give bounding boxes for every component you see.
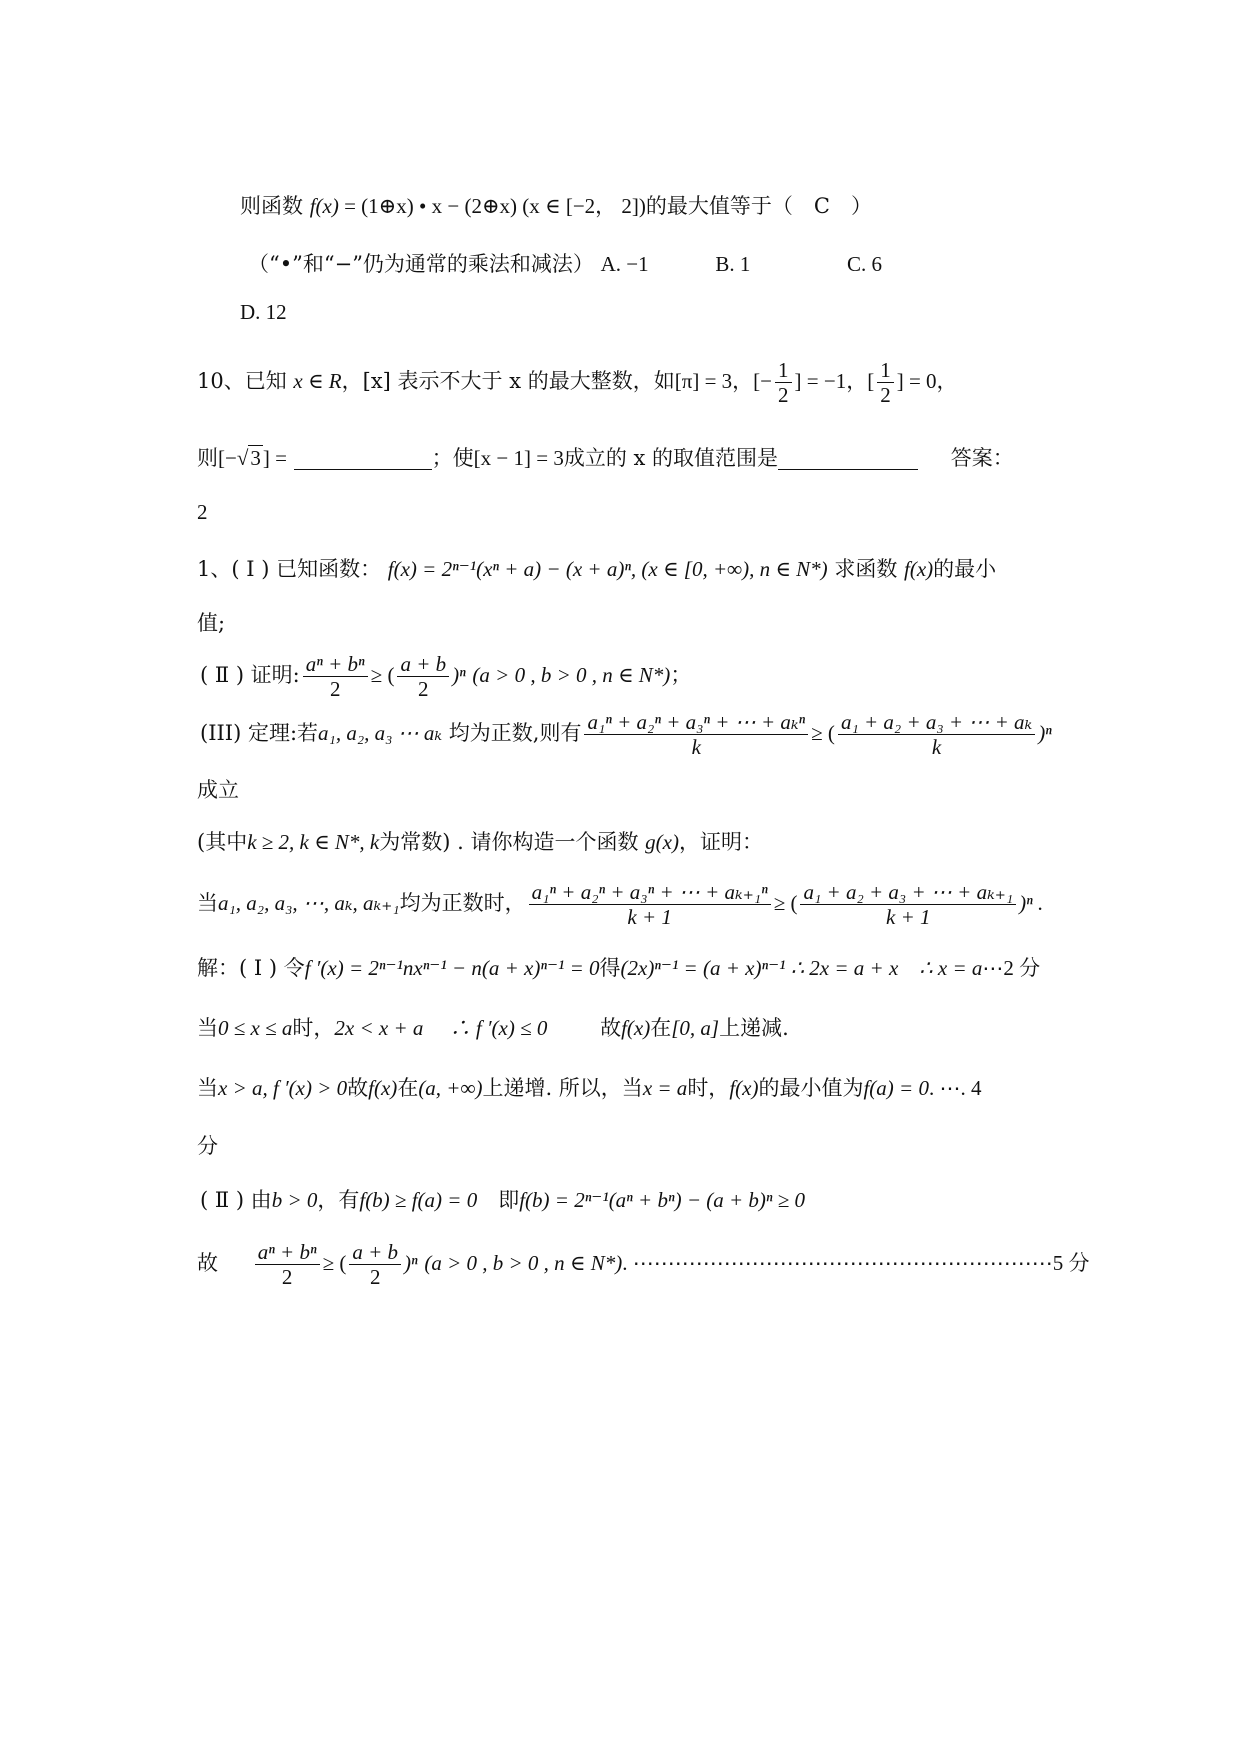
q10-answer-value: 2 bbox=[197, 500, 208, 524]
s3-score: . ⋯. 4 bbox=[928, 1076, 982, 1100]
q10-line-2 bbox=[197, 446, 1014, 471]
s2-prefix: 当 bbox=[197, 1016, 218, 1040]
p1-part2-end: ； bbox=[670, 663, 692, 688]
p1-when-mid: 均为正数时， bbox=[399, 891, 526, 916]
solution-line-1 bbox=[197, 956, 1040, 981]
s4-prefix: ( Ⅱ ) 由 bbox=[200, 1188, 272, 1212]
q10-pos-half-close: ] = 0 bbox=[896, 369, 937, 394]
s2-so: 故 bbox=[600, 1016, 622, 1040]
q10-half-fraction-pos bbox=[877, 358, 894, 407]
s2-cond: 0 ≤ x ≤ a bbox=[218, 1016, 293, 1040]
s3-cont: 分 bbox=[197, 1134, 218, 1158]
p1-part1 bbox=[197, 557, 996, 582]
s3-fx2: f(x) bbox=[729, 1076, 759, 1100]
p1-part3-where bbox=[197, 830, 763, 855]
p1-part3-label: (III) 定理:若 bbox=[200, 721, 319, 746]
p1-when-frac-right bbox=[800, 880, 1016, 929]
fraction-denominator: k + 1 bbox=[627, 905, 672, 930]
s5-dots-score: . ⋯⋯⋯⋯⋯⋯⋯⋯⋯⋯⋯⋯⋯⋯⋯⋯⋯⋯⋯⋯5 分 bbox=[622, 1251, 1090, 1276]
p1-part1-cont bbox=[197, 611, 225, 636]
p1-part1-formula: f(x) = 2ⁿ⁻¹(xⁿ + a) − (x + a)ⁿ, (x ∈ [0, +∞), n ∈ N*) bbox=[387, 557, 828, 581]
q10-condition: [x − 1] = 3 bbox=[473, 446, 564, 470]
fraction-numerator: a₁ + a₂ + a₃ + ⋯ + aₖ bbox=[838, 710, 1035, 735]
p1-part3-vars: a₁, a₂, a₃ ⋯ aₖ bbox=[318, 721, 443, 746]
p1-prove: ，证明： bbox=[678, 830, 763, 854]
q10-x-in-r: x ∈ R bbox=[293, 369, 342, 394]
p1-part1-fx: f(x) bbox=[904, 557, 934, 581]
q10-pi-example: [π] = 3 bbox=[674, 369, 733, 394]
s3-cond: x > a, f ′(x) > 0 bbox=[218, 1076, 348, 1100]
p1-part3-when bbox=[197, 880, 1043, 929]
s3-min: 的最小值为 bbox=[758, 1076, 864, 1100]
q9-text: 则函数 bbox=[240, 194, 303, 218]
q10-then: 则 bbox=[197, 446, 218, 470]
q10-condition-suffix: 成立的 x 的取值范围是 bbox=[563, 446, 779, 470]
fraction-denominator: 2 bbox=[880, 383, 891, 408]
p1-where-suffix: 为常数) . 请你构造一个函数 bbox=[379, 830, 639, 854]
fraction-denominator: k bbox=[691, 735, 701, 760]
s5-frac-right bbox=[349, 1240, 401, 1289]
solution-line-2 bbox=[197, 1016, 789, 1041]
q10-answer bbox=[197, 500, 208, 525]
fraction-numerator: a + b bbox=[349, 1240, 401, 1265]
q10-half-fraction-neg bbox=[775, 358, 792, 407]
fraction-numerator: a + b bbox=[397, 652, 449, 677]
p1-part2-close: )ⁿ bbox=[452, 663, 466, 688]
p1-part3-cont bbox=[197, 778, 239, 803]
q10-line-1 bbox=[197, 358, 958, 407]
s5-cond: (a > 0 , b > 0 , n ∈ N*) bbox=[424, 1251, 623, 1276]
s2-ineq: 2x < x + a ∴ f ′(x) ≤ 0 bbox=[334, 1016, 548, 1040]
q10-answer-label: 答案： bbox=[950, 446, 1014, 470]
q10-neg-half-open: [− bbox=[753, 369, 773, 394]
solution-line-5 bbox=[197, 1240, 1089, 1289]
q10-blank-2[interactable] bbox=[778, 449, 918, 470]
p1-g-x: g(x) bbox=[645, 830, 679, 854]
fraction-numerator: a₁ + a₂ + a₃ + ⋯ + aₖ₊₁ bbox=[800, 880, 1016, 905]
q9-eq: = (1⊕x) • x − (2⊕x) bbox=[338, 194, 523, 218]
p1-part2-frac-right bbox=[397, 652, 449, 701]
q10-sqrt-radicand: 3 bbox=[250, 446, 261, 470]
s4-ineq: f(b) ≥ f(a) = 0 bbox=[359, 1188, 478, 1212]
s5-ge: ≥ ( bbox=[322, 1251, 347, 1276]
p1-part2-cond: (a > 0 , b > 0 , n ∈ N*) bbox=[472, 663, 671, 688]
s5-frac-left bbox=[255, 1240, 320, 1289]
q9-question-suffix: 的最大值等于（ C ） bbox=[645, 194, 872, 218]
p1-when-vars: a₁, a₂, a₃, ⋯, aₖ, aₖ₊₁ bbox=[218, 891, 400, 916]
solution-get: 得 bbox=[599, 956, 621, 980]
solution-label: 解：( Ⅰ ) 令 bbox=[197, 956, 305, 980]
q9-line-2 bbox=[248, 252, 882, 277]
fraction-numerator: aⁿ + bⁿ bbox=[303, 652, 368, 677]
q10-desc: ，[x] 表示不大于 x 的最大整数，如 bbox=[341, 369, 675, 394]
s3-fx: f(x) bbox=[368, 1076, 398, 1100]
q10-sqrt: √3 bbox=[236, 446, 261, 470]
s3-when: 时， bbox=[687, 1076, 730, 1100]
p1-where-cond: k ≥ 2, k ∈ N*, k bbox=[247, 830, 380, 854]
p1-part1-label: 1、( Ⅰ ) 已知函数： bbox=[197, 557, 382, 581]
p1-part2 bbox=[200, 652, 691, 701]
s5-close: )ⁿ bbox=[404, 1251, 418, 1276]
fraction-denominator: 2 bbox=[778, 383, 789, 408]
p1-part3-frac-left bbox=[584, 710, 808, 759]
s2-on: 在 bbox=[650, 1016, 672, 1040]
q9-option-d: D. 12 bbox=[240, 300, 287, 324]
fraction-numerator: 1 bbox=[877, 358, 894, 383]
solution-derivative: f ′(x) = 2ⁿ⁻¹nxⁿ⁻¹ − n(a + x)ⁿ⁻¹ = 0 bbox=[304, 956, 600, 980]
s4-mid: ，有 bbox=[317, 1188, 360, 1212]
solution-score-2: ⋯2 分 bbox=[982, 956, 1041, 980]
solution-line-3-cont bbox=[197, 1134, 218, 1159]
fraction-denominator: k + 1 bbox=[886, 905, 931, 930]
fraction-denominator: 2 bbox=[281, 1265, 293, 1290]
fraction-numerator: 1 bbox=[775, 358, 792, 383]
s3-on: 在 bbox=[397, 1076, 419, 1100]
p1-part3-frac-right bbox=[838, 710, 1035, 759]
p1-when-prefix: 当 bbox=[197, 891, 218, 916]
p1-part1-suffix: 的最小 bbox=[933, 557, 997, 581]
solution-line-4 bbox=[200, 1188, 805, 1213]
fraction-denominator: 2 bbox=[329, 677, 341, 702]
s2-interval: [0, a] bbox=[671, 1016, 720, 1040]
q9-line-3 bbox=[240, 300, 287, 325]
q10-blank-1[interactable] bbox=[294, 449, 432, 470]
s3-prefix: 当 bbox=[197, 1076, 218, 1100]
s3-xa: x = a bbox=[642, 1076, 688, 1100]
q10-pos-half-open: [ bbox=[867, 369, 875, 394]
s5-prefix: 故 bbox=[197, 1251, 218, 1276]
p1-part2-label: ( Ⅱ ) 证明: bbox=[200, 663, 300, 688]
s4-ji: 即 bbox=[477, 1188, 520, 1212]
p1-part3-close: )ⁿ bbox=[1038, 721, 1052, 746]
q9-option-b: B. 1 bbox=[715, 252, 751, 276]
s3-interval: (a, +∞) bbox=[418, 1076, 483, 1100]
q10-sqrt-close: ] = bbox=[262, 446, 287, 470]
fraction-numerator: a₁ⁿ + a₂ⁿ + a₃ⁿ + ⋯ + aₖⁿ bbox=[584, 710, 808, 735]
fraction-denominator: k bbox=[931, 735, 942, 760]
solution-formula-2: (2x)ⁿ⁻¹ = (a + x)ⁿ⁻¹ ∴ 2x = a + x ∴ x = a bbox=[620, 956, 983, 980]
solution-line-3 bbox=[197, 1076, 981, 1101]
q10-sep: ， bbox=[846, 369, 868, 394]
p1-part1-cont-text: 值; bbox=[197, 611, 226, 635]
s2-fx: f(x) bbox=[621, 1016, 651, 1040]
s2-end: 上递减. bbox=[719, 1016, 789, 1040]
p1-part3-mid: 均为正数,则有 bbox=[442, 721, 582, 746]
q10-mid: ；使 bbox=[431, 446, 474, 470]
p1-part3-cont-text: 成立 bbox=[197, 778, 239, 802]
q9-option-c: C. 6 bbox=[847, 252, 883, 276]
q9-line-1 bbox=[240, 194, 872, 219]
q9-note: （“•”和“−”仍为通常的乘法和减法） bbox=[248, 252, 594, 276]
fraction-numerator: a₁ⁿ + a₂ⁿ + a₃ⁿ + ⋯ + aₖ₊₁ⁿ bbox=[529, 880, 771, 905]
p1-part3 bbox=[200, 710, 1052, 759]
p1-part2-ge: ≥ ( bbox=[370, 663, 395, 688]
fraction-numerator: aⁿ + bⁿ bbox=[255, 1240, 320, 1265]
fraction-denominator: 2 bbox=[418, 677, 429, 702]
p1-when-close: )ⁿ . bbox=[1019, 891, 1044, 916]
q9-fx: f(x) bbox=[309, 194, 339, 218]
s2-mid: 时， bbox=[292, 1016, 335, 1040]
s4-cond: b > 0 bbox=[271, 1188, 318, 1212]
fraction-denominator: 2 bbox=[369, 1265, 381, 1290]
q9-option-a: A. −1 bbox=[600, 252, 649, 276]
s3-so: 故 bbox=[347, 1076, 369, 1100]
q10-neg-half-close: ] = −1 bbox=[794, 369, 847, 394]
p1-part1-mid: 求函数 bbox=[834, 557, 898, 581]
s4-formula: f(b) = 2ⁿ⁻¹(aⁿ + bⁿ) − (a + b)ⁿ ≥ 0 bbox=[519, 1188, 806, 1212]
q9-domain: (x ∈ [−2， 2]) bbox=[522, 194, 646, 218]
s3-val: f(a) = 0 bbox=[863, 1076, 929, 1100]
q10-sep: ， bbox=[732, 369, 754, 394]
p1-when-frac-left bbox=[529, 880, 771, 929]
p1-part2-frac-left bbox=[303, 652, 368, 701]
q10-end: ， bbox=[936, 369, 958, 394]
p1-when-ge: ≥ ( bbox=[773, 891, 798, 916]
q10-sqrt-open: [− bbox=[218, 446, 237, 470]
p1-where-prefix: (其中 bbox=[197, 830, 248, 854]
s3-mid: 上递增. 所以，当 bbox=[482, 1076, 643, 1100]
q10-label: 10、已知 bbox=[197, 369, 287, 394]
p1-part3-ge: ≥ ( bbox=[811, 721, 835, 746]
